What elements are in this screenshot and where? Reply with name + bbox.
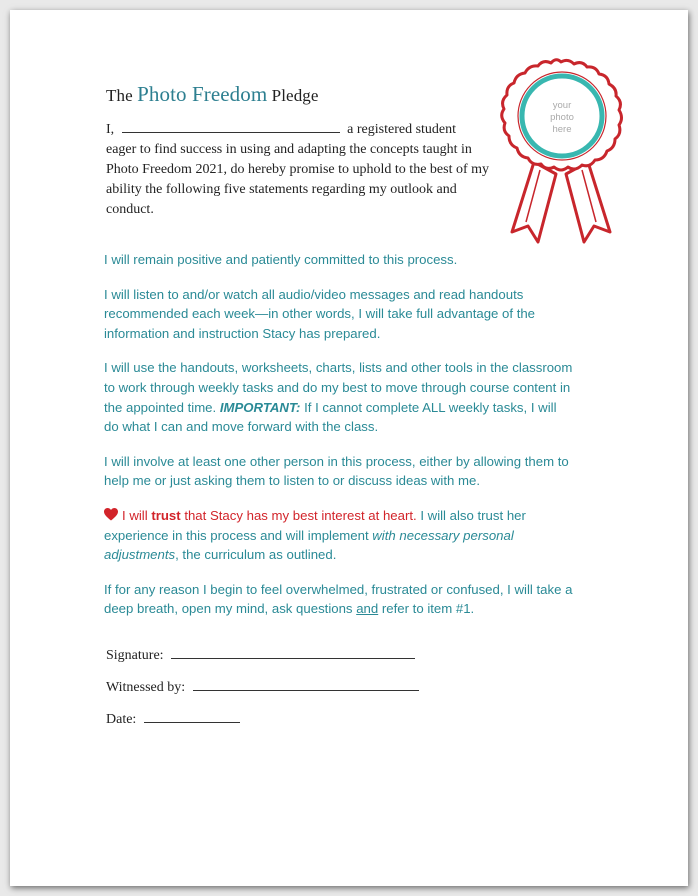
statement-2: I will listen to and/or watch all audio/video messages and read handouts recommended each week—in other words, I will take full advantage of the information and instruction Stacy has prepared. <box>104 286 536 341</box>
name-blank[interactable] <box>122 120 340 133</box>
witness-line[interactable] <box>193 678 419 691</box>
heart-icon <box>104 508 118 521</box>
important-label: IMPORTANT: <box>219 399 301 415</box>
pledge-page <box>10 10 688 886</box>
date-line[interactable] <box>144 710 240 723</box>
page-title: The Photo Freedom Pledge <box>106 82 319 106</box>
statement-1: I will remain positive and patiently committed to this process. <box>104 252 458 267</box>
date-row: Date: <box>106 710 240 728</box>
intro-paragraph: I, a registered student eager to find success in using and adapting the concepts taught in Photo Freedom 2021, do hereby promise to uphold to the best of my ability the following five statements regarding my outlook and conduct. <box>106 122 490 217</box>
statement-5: I will trust that Stacy has my best interest at heart. I will also trust her experience in this process and will implement with necessary personal adjustments, the curriculum as outlined. <box>104 507 526 563</box>
badge-line-2: photo <box>550 112 574 123</box>
pledge-statements <box>104 250 574 634</box>
signature-line[interactable] <box>171 646 415 659</box>
badge-line-1: your <box>552 100 572 111</box>
statement-3: I will use the handouts, worksheets, charts, lists and other tools in the classroom to work through weekly tasks and do my best to move through course content in the appointed time. IMPORTANT: If I cannot complete ALL weekly tasks, I will do what I can and move forward with the class. <box>104 360 573 435</box>
statement-4: I will involve at least one other person in this process, either by allowing them to help me or just asking them to listen to or discuss ideas with me. <box>104 453 569 489</box>
award-ribbon-icon <box>498 58 628 254</box>
signature-row: Signature: <box>106 646 415 664</box>
badge-line-3: here <box>552 124 572 135</box>
brand-name: Photo Freedom <box>137 82 268 106</box>
witness-row: Witnessed by: <box>106 678 419 696</box>
trust-word: trust <box>151 507 181 523</box>
statement-6: If for any reason I begin to feel overwhelmed, frustrated or confused, I will take a deep breath, open my mind, ask questions and refer to item #1. <box>104 581 573 617</box>
